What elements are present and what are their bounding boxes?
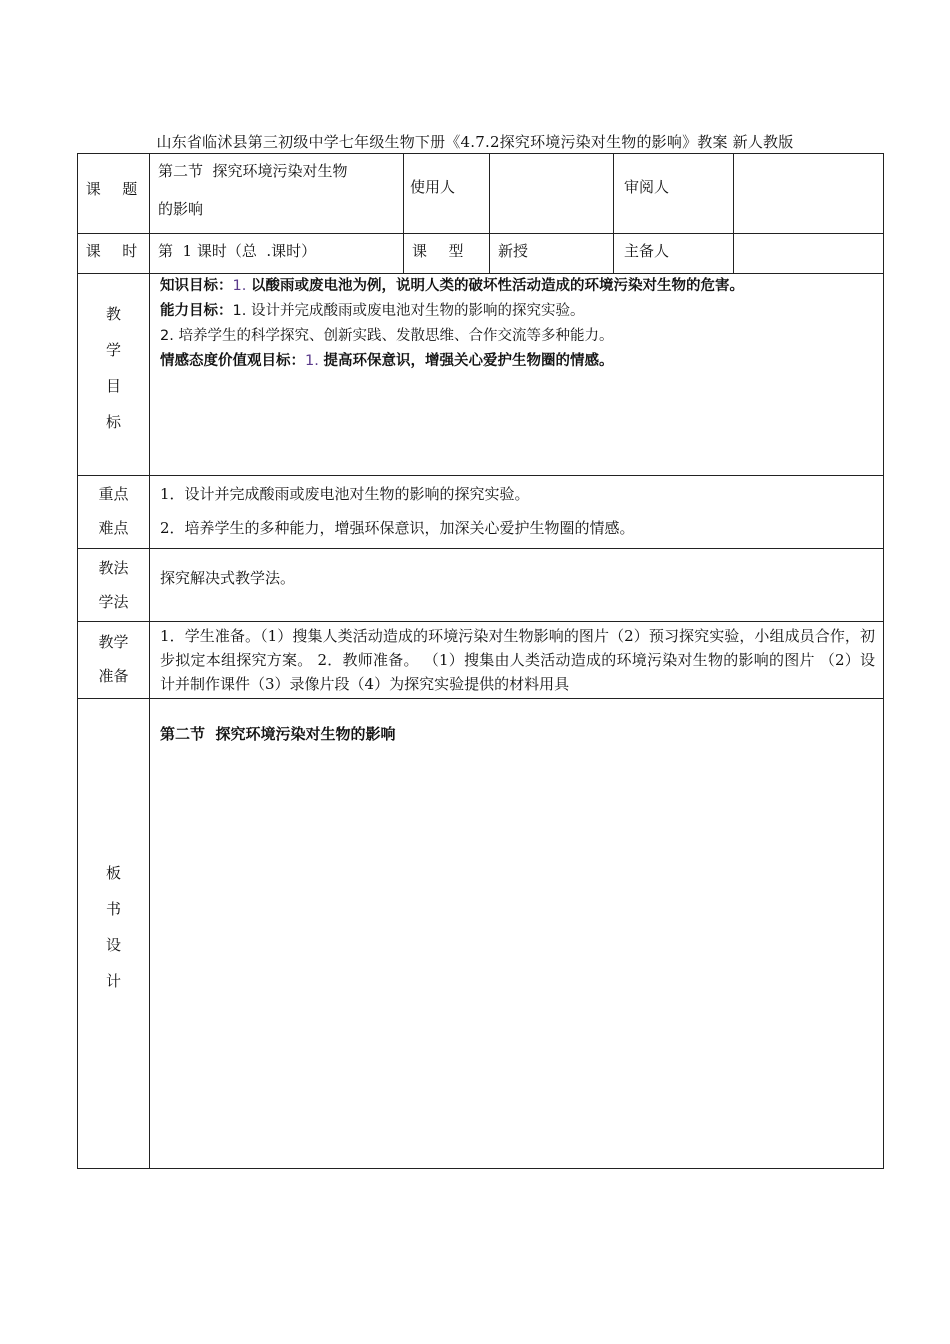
key-points-label (78, 476, 149, 545)
period-label: 课 时 (85, 242, 142, 260)
key-point-item-1: 1．设计并完成酸雨或废电池对生物的影响的探究实验。 (160, 485, 530, 503)
ability-goal-line2: 2. 培养学生的科学探究、创新实践、发散思维、合作交流等多种能力。 (160, 328, 614, 344)
board-row (78, 699, 884, 1169)
type-value: 新授 (498, 242, 529, 260)
board-title: 第二节 探究环境污染对生物的影响 (160, 725, 396, 743)
knowledge-goal-num: 1. (232, 278, 247, 294)
ability-goal-num: 1. (232, 303, 247, 319)
methods-label (78, 549, 149, 619)
board-content-cell (150, 699, 884, 1169)
ability-goal-label: 能力目标： (160, 303, 233, 319)
methods-label-line1: 教法 (98, 559, 129, 577)
type-label: 课 型 (412, 242, 468, 260)
user-label-cell (404, 154, 490, 234)
key-points-label-line1: 重点 (98, 485, 129, 503)
reviewer-value-cell (734, 154, 884, 234)
ability-goal-text: 设计并完成酸雨或废电池对生物的影响的探究实验。 (250, 303, 585, 319)
user-label: 使用人 (410, 178, 456, 196)
topic-value-line2: 的影响 (158, 200, 204, 218)
emotion-goal (160, 349, 873, 374)
preparation-label-line1: 教学 (98, 633, 129, 651)
board-label (78, 699, 149, 999)
key-points-row (78, 476, 884, 549)
period-value: 第 1 课时（总 .课时） (158, 242, 317, 260)
preparer-label: 主备人 (624, 242, 670, 260)
key-point-item-2: 2．培养学生的多种能力，增强环保意识，加深关心爱护生物圈的情感。 (160, 519, 635, 537)
knowledge-goal (160, 274, 873, 299)
period-value-cell (150, 234, 404, 274)
user-value (490, 154, 613, 178)
preparation-content-cell (150, 622, 884, 699)
methods-content-cell (150, 549, 884, 622)
period-label-cell (78, 234, 150, 274)
type-value-cell (490, 234, 614, 274)
key-points-label-cell (78, 476, 150, 549)
emotion-goal-label: 情感态度价值观目标： (160, 353, 305, 369)
key-points-label-line2: 难点 (98, 519, 129, 537)
preparation-label-cell (78, 622, 150, 699)
board-label-cell (78, 699, 150, 1169)
emotion-goal-text: 提高环保意识，增强关心爱护生物圈的情感。 (323, 353, 614, 369)
topic-row (78, 154, 884, 234)
topic-value-cell (150, 154, 404, 234)
goals-label-char: 标 (105, 413, 121, 431)
goals-label-char: 目 (105, 377, 121, 395)
methods-row (78, 549, 884, 622)
user-value-cell (490, 154, 614, 234)
goals-label-cell (78, 274, 150, 476)
goals-label (78, 274, 149, 440)
document-title: 山东省临沭县第三初级中学七年级生物下册《4.7.2探究环境污染对生物的影响》教案 新人教版 (156, 133, 794, 151)
board-label-char: 计 (105, 972, 121, 990)
preparer-value-cell (734, 234, 884, 274)
reviewer-value (734, 154, 883, 178)
emotion-goal-num: 1. (305, 353, 319, 369)
preparation-label-line2: 准备 (98, 667, 129, 685)
goals-label-char: 学 (105, 341, 121, 359)
preparation-row (78, 622, 884, 699)
goals-content-cell (150, 274, 884, 476)
board-label-char: 书 (105, 900, 121, 918)
key-points-content-cell (150, 476, 884, 549)
preparation-value: 1．学生准备。（1）搜集人类活动造成的环境污染对生物影响的图片（2）预习探究实验，小组成员合作，初步拟定本组探究方案。 2．教师准备。 （1）搜集由人类活动造成的环境污染对生物的影响的图片 （2）设计并制作课件（3）录像片段（4）为探究实验提供的材料用具 (160, 627, 875, 693)
preparer-label-cell (614, 234, 734, 274)
goals-label-char: 教 (105, 305, 121, 323)
ability-goal (160, 299, 873, 324)
board-label-char: 板 (105, 864, 121, 882)
methods-label-cell (78, 549, 150, 622)
preparation-label (78, 622, 149, 693)
knowledge-goal-text: 以酸雨或废电池为例，说明人类的破坏性活动造成的环境污染对生物的危害。 (250, 278, 744, 294)
reviewer-label: 审阅人 (624, 178, 670, 196)
board-label-char: 设 (105, 936, 121, 954)
topic-label: 课 题 (85, 180, 142, 198)
lesson-plan-table (77, 153, 884, 1169)
methods-label-line2: 学法 (98, 593, 129, 611)
methods-value: 探究解决式教学法。 (160, 569, 296, 587)
type-label-cell (404, 234, 490, 274)
period-row (78, 234, 884, 274)
knowledge-goal-label: 知识目标： (160, 278, 233, 294)
topic-label-cell (78, 154, 150, 234)
preparer-value (734, 234, 883, 246)
goals-row (78, 274, 884, 476)
reviewer-label-cell (614, 154, 734, 234)
topic-value-line1: 第二节 探究环境污染对生物 (158, 162, 348, 180)
